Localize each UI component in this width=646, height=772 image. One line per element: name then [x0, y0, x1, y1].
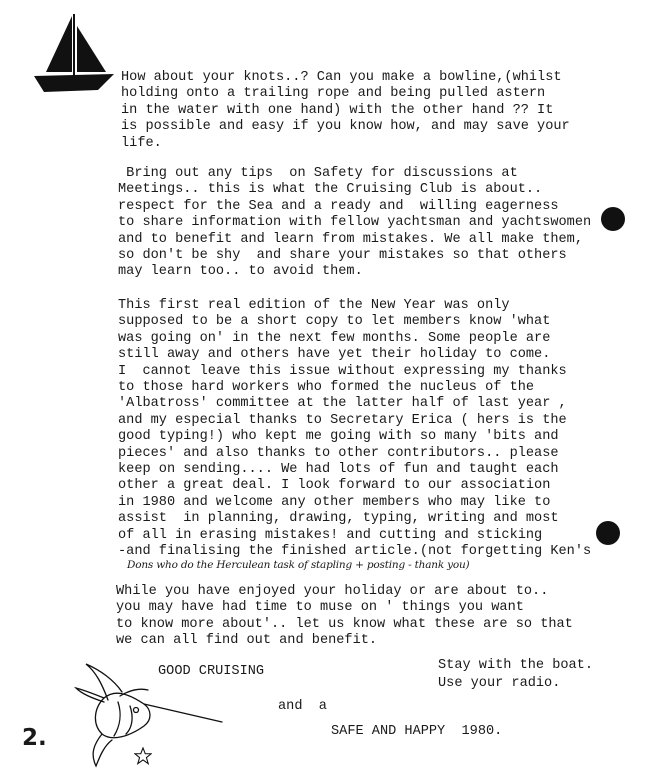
text-line: may learn too.. to avoid them. — [118, 264, 363, 280]
paragraph-holiday — [116, 584, 631, 650]
text-line: other a great deal. I look forward to our association — [118, 478, 551, 494]
paragraph-safety-tips — [118, 166, 633, 281]
text-line: and to benefit and learn from mistakes. We all make them, — [118, 231, 583, 247]
stay-with-boat-text: Stay with the boat. — [438, 658, 593, 673]
text-line: in the water with one hand) with the other hand ?? It — [121, 102, 554, 118]
and-a-text: and a — [278, 699, 327, 714]
handwritten-note: Dons who do the Herculean task of stapling + posting - thank you) — [127, 559, 470, 571]
text-line: life. — [121, 135, 162, 151]
text-line: How about your knots..? Can you make a bowline,(whilst — [121, 70, 562, 85]
text-line: is possible and easy if you know how, and may save your — [121, 119, 570, 135]
text-line: This first real edition of the New Year was only — [118, 298, 510, 313]
sailboat-icon — [32, 14, 116, 94]
paragraph-knots — [121, 70, 636, 152]
text-line: to know more about'.. let us know what these are so that — [116, 616, 573, 632]
good-cruising-text: GOOD CRUISING — [158, 664, 265, 679]
text-line: of all in erasing mistakes! and cutting and sticking — [118, 527, 543, 543]
paragraph-thanks — [118, 298, 633, 561]
text-line: I cannot leave this issue without expressing my thanks — [118, 363, 567, 379]
star-icon — [134, 747, 152, 765]
text-line: you may have had time to muse on ' things you want — [116, 600, 524, 616]
safe-happy-text: SAFE AND HAPPY 1980. — [331, 724, 503, 739]
punch-hole — [596, 521, 620, 545]
text-line: assist in planning, drawing, typing, writing and most — [118, 511, 559, 527]
text-line: holding onto a trailing rope and being pulled astern — [121, 86, 546, 102]
text-line: Meetings.. this is what the Cruising Club is about.. — [118, 182, 543, 198]
text-line: While you have enjoyed your holiday or are about to.. — [116, 584, 549, 599]
text-line: good typing!) who kept me going with so many 'bits and — [118, 429, 559, 445]
text-line: keep on sending.... We had lots of fun and taught each — [118, 462, 559, 478]
text-line: respect for the Sea and a ready and willing eagerness — [118, 198, 559, 214]
text-line: still away and others have yet their holiday to come. — [118, 347, 551, 363]
text-line: pieces' and also thanks to other contributors.. please — [118, 445, 559, 461]
text-line: and my especial thanks to Secretary Erica ( hers is the — [118, 412, 567, 428]
text-line: Bring out any tips on Safety for discussions at — [118, 166, 518, 181]
text-line: to share information with fellow yachtsman and yachtswomen — [118, 215, 592, 231]
page-number: 2. — [22, 725, 47, 751]
punch-hole — [601, 207, 625, 231]
text-line: in 1980 and welcome any other members who may like to — [118, 494, 551, 510]
use-radio-text: Use your radio. — [438, 676, 561, 691]
text-line: we can all find out and benefit. — [116, 633, 378, 649]
text-line: supposed to be a short copy to let members know 'what — [118, 314, 551, 330]
text-line: -and finalising the finished article.(not forgetting Ken's — [118, 544, 592, 560]
text-line: 'Albatross' committee at the latter half of last year , — [118, 396, 567, 412]
text-line: to those hard workers who formed the nucleus of the — [118, 380, 535, 396]
text-line: was going on' in the next few months. Some people are — [118, 330, 551, 346]
text-line: so don't be shy and share your mistakes so that others — [118, 248, 567, 264]
